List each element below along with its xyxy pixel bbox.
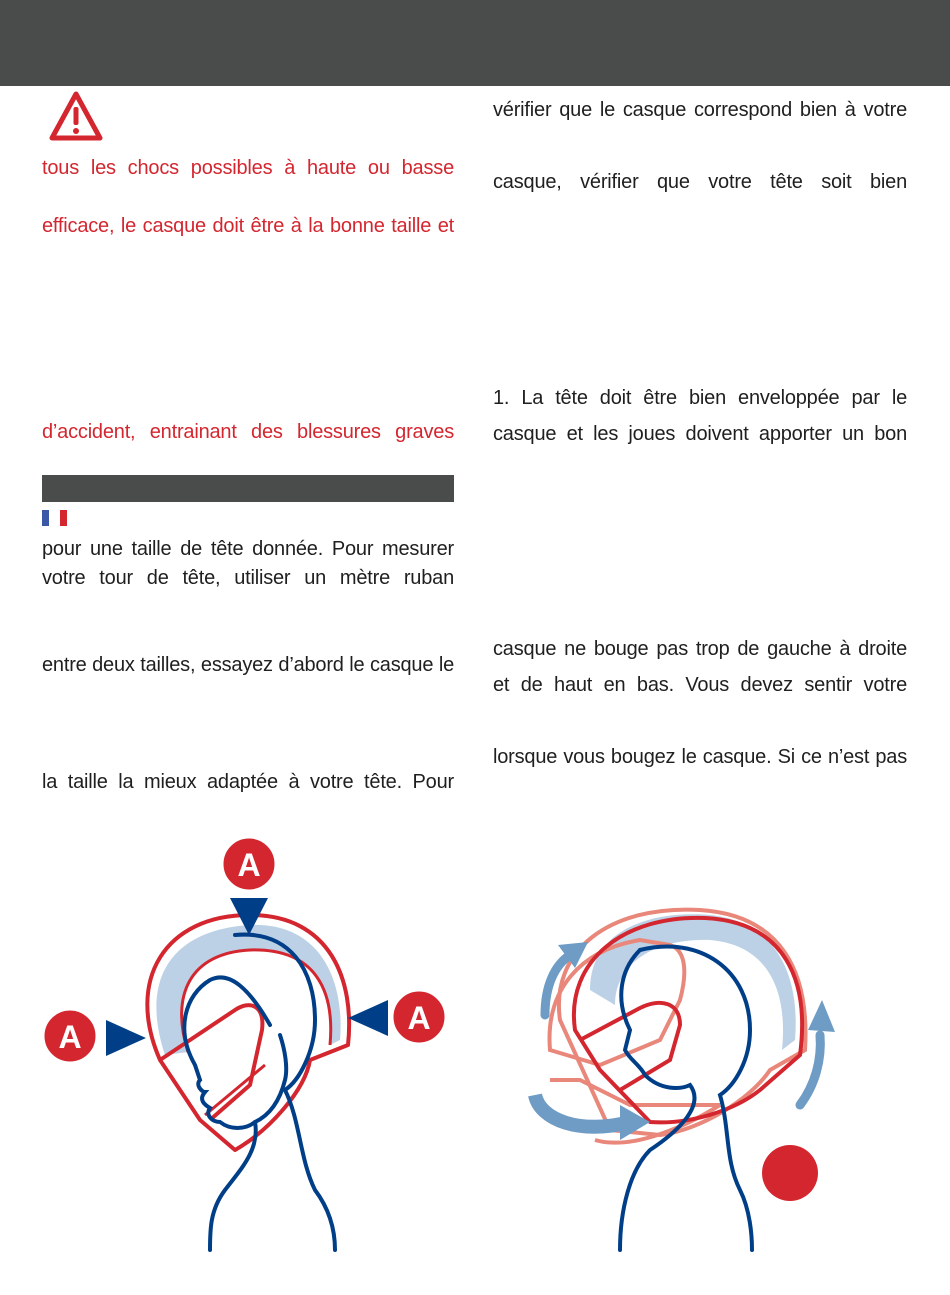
left-text-line: efficace, le casque doit être à la bonne taille et: [42, 215, 454, 237]
header-bar: [0, 0, 950, 86]
marker-a-right: [392, 990, 446, 1044]
marker-a-left: [43, 1009, 97, 1063]
right-text-line: et de haut en bas. Vous devez sentir votre: [493, 674, 907, 696]
helmet-movement-diagram: [520, 890, 840, 1265]
warning-triangle-icon: [48, 90, 104, 149]
french-flag-icon: [42, 510, 69, 526]
red-dot-marker: [762, 1145, 818, 1201]
right-text-line: 1. La tête doit être bien enveloppée par le: [493, 387, 907, 409]
left-text-line: entre deux tailles, essayez d’abord le casque le: [42, 654, 454, 676]
right-text-line: casque ne bouge pas trop de gauche à droite: [493, 638, 907, 660]
svg-text:A: A: [237, 847, 261, 883]
right-text-line: casque et les joues doivent apporter un bon: [493, 423, 907, 445]
right-text-line: casque, vérifier que votre tête soit bien: [493, 171, 907, 193]
left-text-line: votre tour de tête, utiliser un mètre ruban: [42, 567, 454, 589]
left-text-line: pour une taille de tête donnée. Pour mesurer: [42, 538, 454, 560]
left-text-line: la taille la mieux adaptée à votre tête. Pour: [42, 771, 454, 793]
svg-text:A: A: [407, 1000, 431, 1036]
helmet-fit-diagram: [30, 830, 470, 1265]
right-text-line: vérifier que le casque correspond bien à votre: [493, 99, 907, 121]
section-header-bar: [42, 475, 454, 502]
left-text-line: d’accident, entrainant des blessures graves: [42, 421, 454, 443]
svg-text:A: A: [58, 1019, 82, 1055]
left-text-line: tous les chocs possibles à haute ou basse: [42, 157, 454, 179]
marker-a-top: [222, 837, 276, 891]
right-text-line: lorsque vous bougez le casque. Si ce n’est pas: [493, 746, 907, 768]
